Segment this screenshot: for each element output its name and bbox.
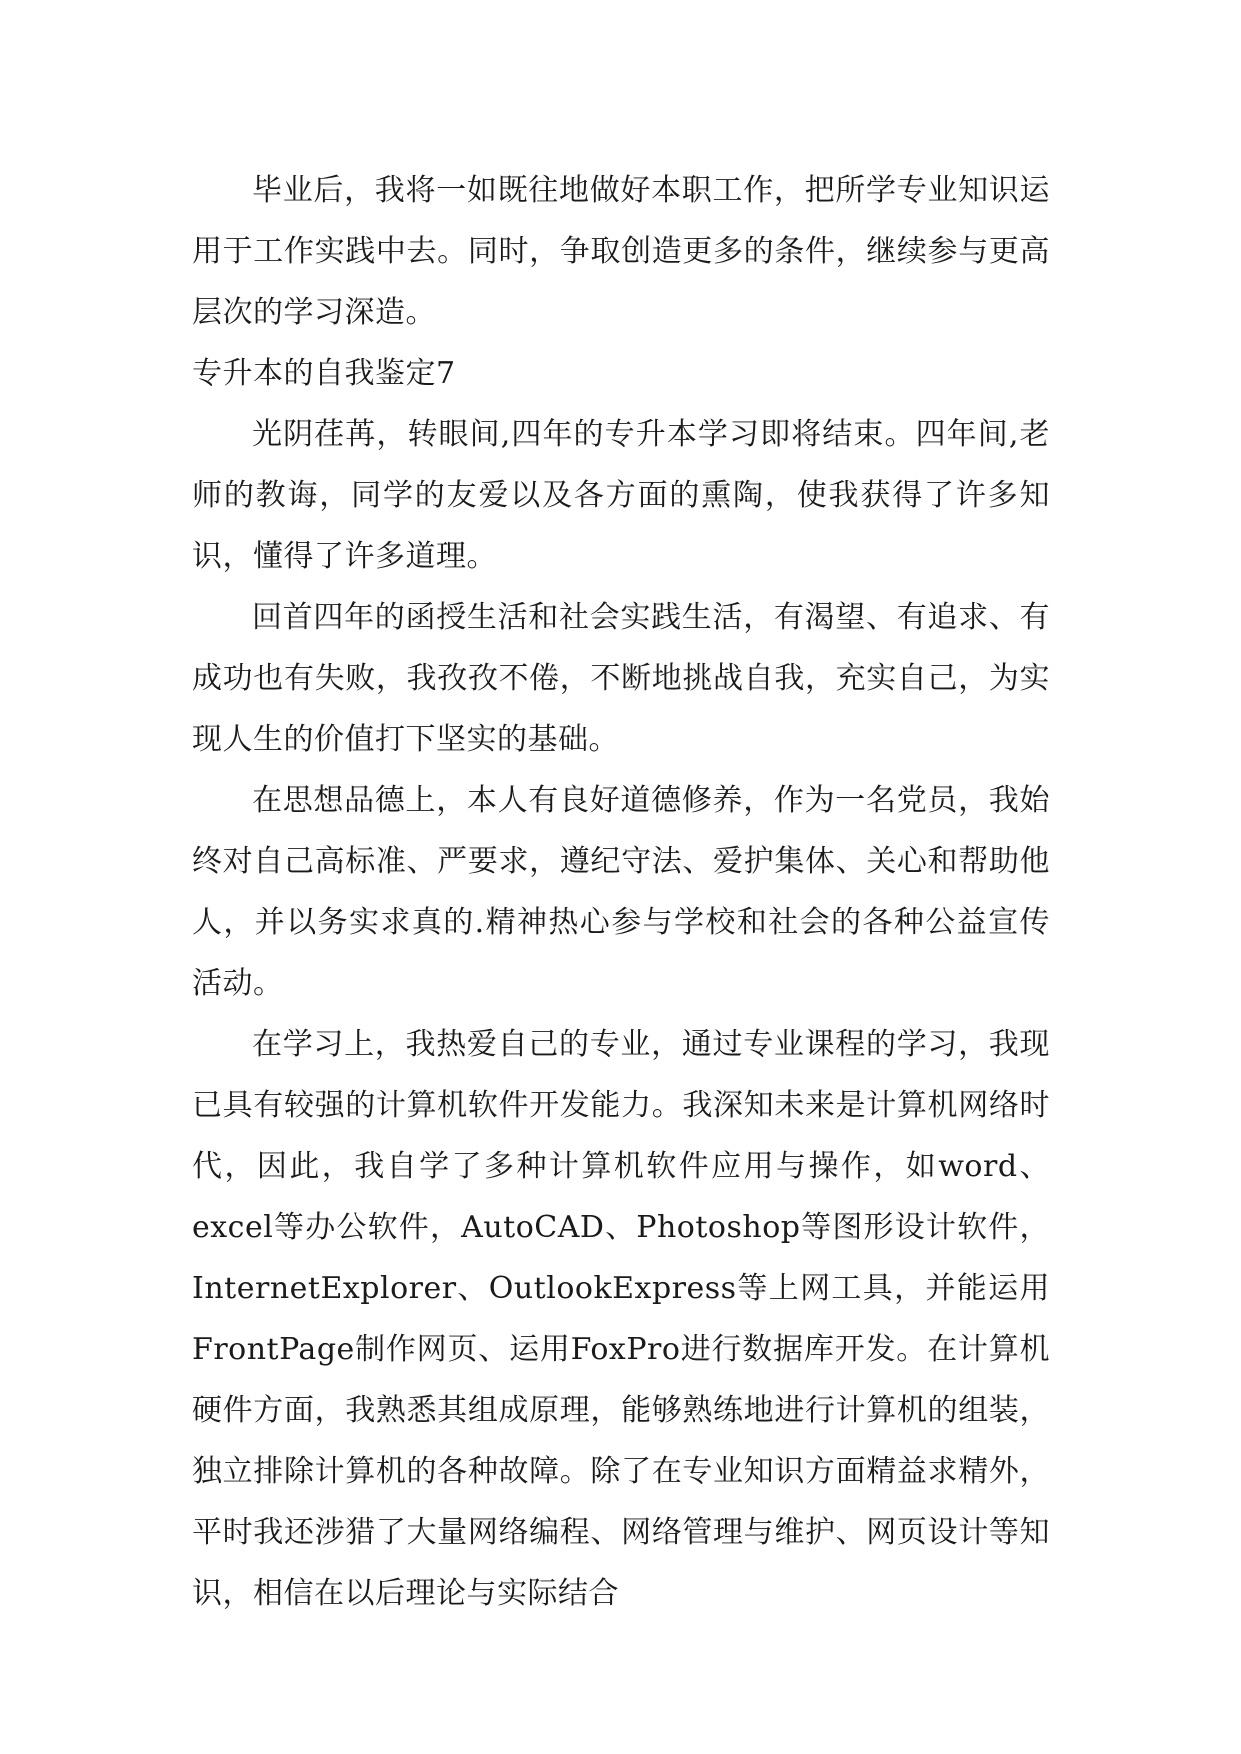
paragraph-study: 在学习上，我热爱自己的专业，通过专业课程的学习，我现已具有较强的计算机软件开发能力。我深知未来是计算机网络时代，因此，我自学了多种计算机软件应用与操作，如word、excel等办公软件，AutoCAD、Photoshop等图形设计软件，InternetExplorer、OutlookExpress等上网工具，并能运用FrontPage制作网页、运用FoxPro进行数据库开发。在计算机硬件方面，我熟悉其组成原理，能够熟练地进行计算机的组装，独立排除计算机的各种故障。除了在专业知识方面精益求精外，平时我还涉猎了大量网络编程、网络管理与维护、网页设计等知识，相信在以后理论与实际结合 [192, 1027, 1050, 1611]
paragraph-review: 回首四年的函授生活和社会实践生活，有渴望、有追求、有成功也有失败，我孜孜不倦，不断地挑战自我，充实自己，为实现人生的价值打下坚实的基础。 [192, 600, 1050, 757]
document-body [192, 160, 1050, 1624]
paragraph-ideology: 在思想品德上，本人有良好道德修养，作为一名党员，我始终对自己高标准、严要求，遵纪守法、爱护集体、关心和帮助他人，并以务实求真的.精神热心参与学校和社会的各种公益宣传活动。 [192, 783, 1050, 1001]
paragraph-intro: 光阴荏苒，转眼间,四年的专升本学习即将结束。四年间,老师的教诲，同学的友爱以及各方面的熏陶，使我获得了许多知识，懂得了许多道理。 [192, 417, 1050, 574]
section-heading: 专升本的自我鉴定7 [192, 356, 456, 391]
paragraph-graduation-plan: 毕业后，我将一如既往地做好本职工作，把所学专业知识运用于工作实践中去。同时，争取创造更多的条件，继续参与更高层次的学习深造。 [192, 173, 1050, 330]
